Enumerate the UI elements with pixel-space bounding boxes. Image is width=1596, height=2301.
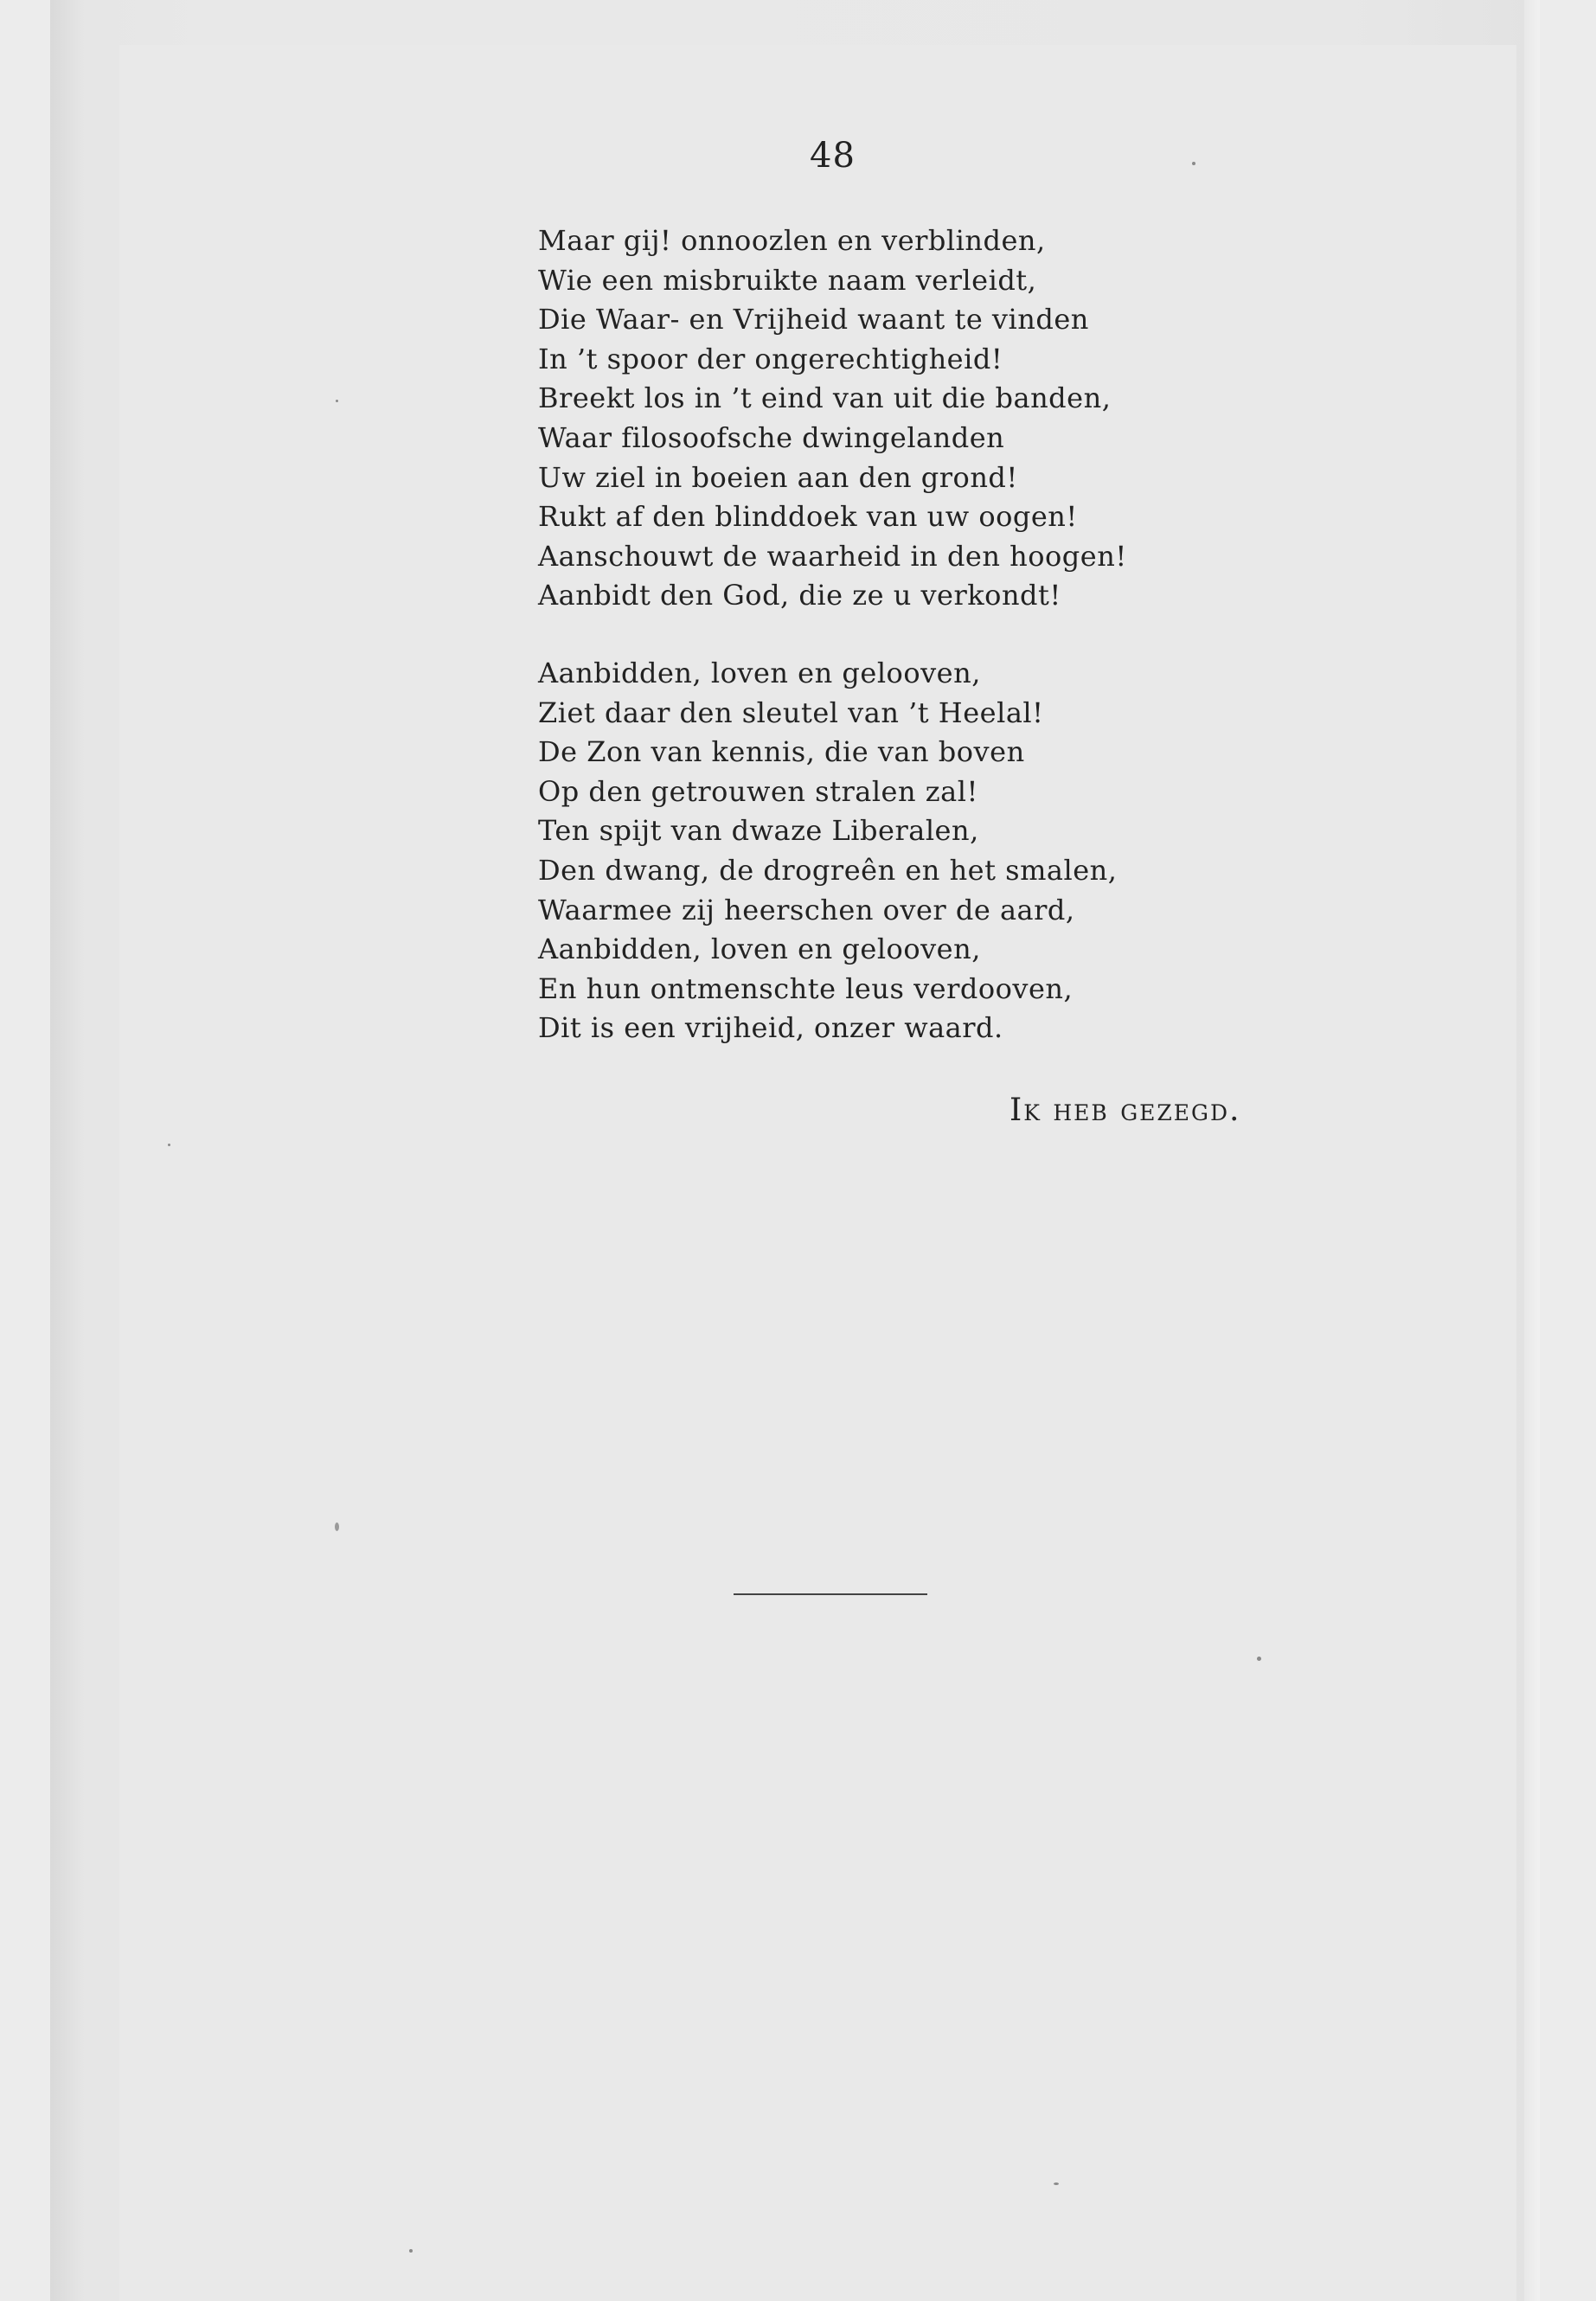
scan-speck [335,1522,339,1531]
poem-line: Waar filosoofsche dwingelanden [538,420,1005,454]
poem-stanza-1 [538,221,1127,616]
poem-line: En hun ontmenschte leus verdooven, [538,971,1074,1005]
section-divider [734,1593,927,1595]
scan-speck [409,2249,413,2253]
scan-speck [1192,162,1195,165]
poem-line: Uw ziel in boeien aan den grond! [538,460,1018,494]
paper-edge [1524,0,1540,2301]
poem-line: De Zon van kennis, die van boven [538,735,1025,769]
signature: Ik heb gezegd. [1010,1093,1241,1128]
poem-line: Aanbidden, loven en gelooven, [538,657,981,689]
scan-speck [1054,2182,1059,2185]
poem-line: Die Waar- en Vrijheid waant te vinden [538,303,1089,336]
scan-speck [336,400,338,402]
poem-line: Aanbidt den God, die ze u verkondt! [538,579,1061,612]
poem-line: Dit is een vrijheid, onzer waard. [538,1011,1003,1045]
poem-line: Breekt los in ’t eind van uit die banden, [538,381,1112,415]
poem-line: Aanbidden, loven en gelooven, [538,933,981,966]
poem-line: Aanschouwt de waarheid in den hoogen! [538,539,1127,573]
poem-line: Ziet daar den sleutel van ’t Heelal! [538,695,1044,729]
poem-line: Waarmee zij heerschen over de aard, [538,893,1075,926]
poem-line: Op den getrouwen stralen zal! [538,774,978,808]
poem-line: Maar gij! onnoozlen en verblinden, [538,224,1046,257]
scan-speck [168,1144,170,1146]
page-number: 48 [810,136,856,176]
poem-line: In ’t spoor der ongerechtigheid! [538,342,1003,375]
scan-speck [1257,1657,1261,1661]
poem-line: Wie een misbruikte naam verleidt, [538,263,1037,297]
poem-line: Rukt af den blinddoek van uw oogen! [538,500,1078,534]
poem-line: Ten spijt van dwaze Liberalen, [538,814,979,848]
poem-line: Den dwang, de drogreên en het smalen, [538,853,1118,887]
poem-stanza-2 [538,654,1117,1048]
